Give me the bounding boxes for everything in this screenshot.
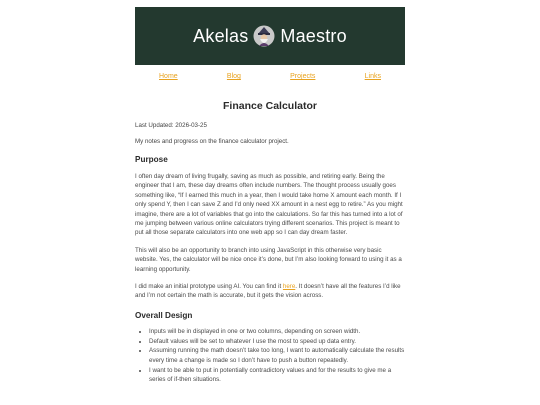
list-item: • Assuming running the math doesn’t take too long, I want to automatically calculate the results every time a change is made so I don’t have to push a button repeatedly. — [149, 346, 405, 365]
site-title-left: Akelas — [193, 25, 249, 46]
nav-links[interactable]: Links — [364, 73, 381, 80]
purpose-paragraph-3 — [135, 282, 405, 301]
purpose-heading: Purpose — [135, 155, 168, 164]
site-title-right: Maestro — [280, 25, 347, 46]
wizard-avatar-icon — [253, 25, 275, 47]
main-nav — [135, 73, 405, 80]
purpose-paragraph-2: This will also be an opportunity to branch into using JavaScript in this otherwise very basic website. Yes, the calculator will be nice once it’s done, but I’m also looking forward to using it as a learning opportunity. — [135, 246, 402, 273]
prototype-text-after: . It doesn’t have all the features I’d like and I’m not certain the math is accurate, but it gets the vision across. — [135, 283, 401, 300]
page-title: Finance Calculator — [223, 100, 317, 112]
design-list — [135, 327, 405, 385]
nav-home[interactable]: Home — [159, 73, 178, 80]
design-heading: Overall Design — [135, 310, 193, 320]
list-item: • Default values will be set to whatever I use the most to speed up data entry. — [149, 337, 405, 346]
site-banner[interactable] — [135, 7, 405, 65]
content-column — [135, 7, 405, 385]
prototype-link[interactable]: here — [282, 283, 296, 291]
intro-text: My notes and progress on the finance calculator project. — [135, 138, 289, 145]
last-updated: Last Updated: 2026-03-25 — [135, 122, 207, 129]
prototype-text-before: I did make an initial prototype using AI. You can find it — [135, 283, 283, 291]
nav-projects[interactable]: Projects — [290, 73, 316, 80]
list-item: • Inputs will be in displayed in one or two columns, depending on screen width. — [149, 327, 405, 336]
purpose-paragraph-1: I often day dream of living frugally, saving as much as possible, and retiring early. Being the engineer that I am, these day dreams often include numbers. The thought process usually goes something like, “If I earned this much in a year, then I would take home X amount each month. If I only spend Y, then I can save Z and I’d only need XX amount in a nest egg to retire.” As you might imagine, there are a lot of variables that go into the calculations. So far this has turned into a lot of me jumping between various online calculators trying different scenarios. This project is meant to put all those separate calculators into one web app so I can day dream faster. — [135, 173, 403, 237]
list-item: • I want to be able to put in potentially contradictory values and for the results to give me a series of if-then situations. — [149, 366, 405, 385]
nav-blog[interactable]: Blog — [226, 73, 241, 80]
